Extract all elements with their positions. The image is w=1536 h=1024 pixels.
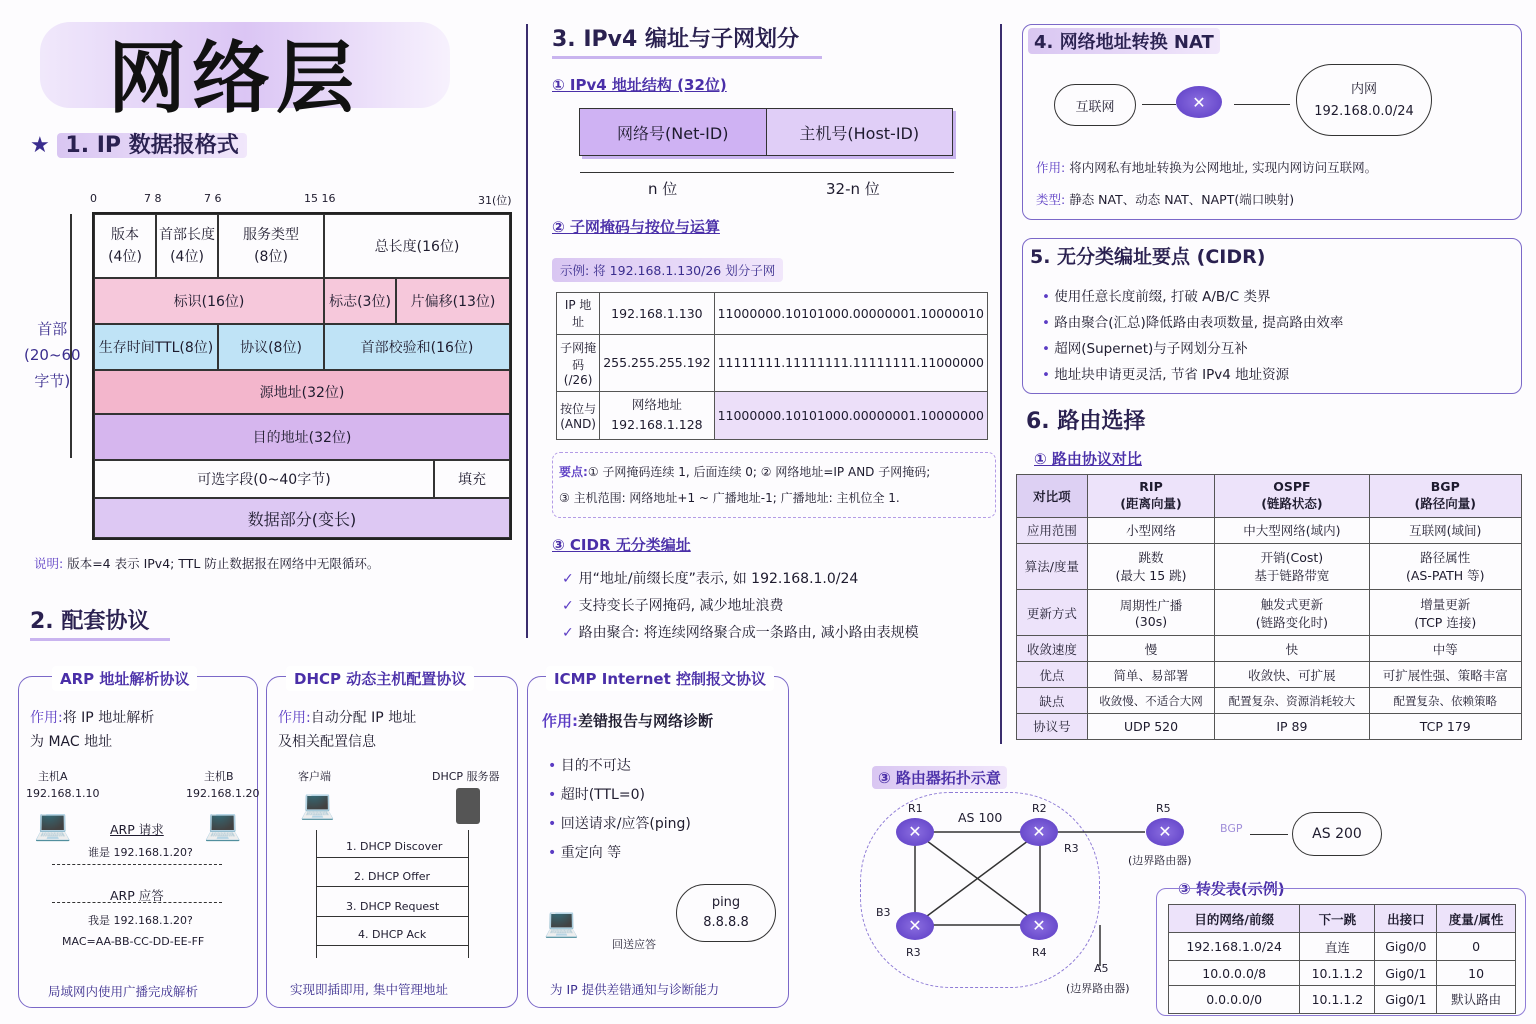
dhcp-client-lifeline — [316, 830, 317, 958]
table-row: 更新方式 周期性广播 (30s) 触发式更新 (链路变化时) 增量更新 (TCP 连接) — [1017, 589, 1522, 635]
divider-left — [526, 24, 528, 638]
table-header-row: 对比项 RIP (距离向量) OSPF (链路状态) BGP (路径向量) — [1017, 475, 1522, 518]
section2-underline — [30, 638, 170, 641]
field-ihl: 首部长度 (4位) — [156, 214, 218, 278]
icmp-laptop-icon: 💻 — [544, 906, 579, 939]
arp-role: 作用:将 IP 地址解析 为 MAC 地址 — [30, 710, 155, 750]
dhcp-step-request: 3. DHCP Request — [346, 900, 440, 913]
arp-host-b: 主机B — [204, 770, 234, 783]
table-row: 10.0.0.0/8 10.1.1.2 Gig0/1 10 — [1169, 961, 1516, 985]
table-row: 算法/度量 跳数 (最大 15 跳) 开销(Cost) 基于链路带宽 路径属性 (AS-PATH 等) — [1017, 543, 1522, 589]
arp-title: ARP 地址解析协议 — [52, 666, 197, 691]
dhcp-step-offer: 2. DHCP Offer — [354, 870, 431, 883]
table-row: 协议号 UDP 520 IP 89 TCP 179 — [1017, 713, 1522, 739]
s6a-title: ① 路由协议对比 — [1034, 450, 1142, 468]
field-options: 可选字段(0~40字节) — [94, 460, 434, 498]
table-row: 192.168.1.0/24 直连 Gig0/0 0 — [1169, 933, 1516, 961]
r5-edge-label: (边界路由器) — [1128, 854, 1192, 867]
dhcp-server-lifeline — [468, 830, 469, 958]
router-icon: ✕ — [1176, 86, 1222, 118]
ping-cloud: ping 8.8.8.8 — [676, 884, 776, 942]
field-fragment-offset: 片偏移(13位) — [396, 278, 510, 324]
section4-title: 4. 网络地址转换 NAT — [1028, 28, 1220, 54]
cidr-list — [562, 566, 919, 647]
bit-span-arrow — [580, 172, 954, 173]
lan-cloud: 内网 192.168.0.0/24 — [1296, 64, 1432, 136]
nat-arrow-1 — [1142, 104, 1176, 105]
arp-reply-answer: 我是 192.168.1.20? — [88, 914, 193, 927]
icmp-title: ICMP Internet 控制报文协议 — [546, 666, 774, 691]
arp-reply-label: ARP 应答 — [110, 888, 164, 903]
section3-title: 3. IPv4 编址与子网划分 — [552, 27, 799, 52]
ip-header-note: 说明: 版本=4 表示 IPv4; TTL 防止数据报在网络中无限循环。 — [34, 556, 380, 571]
header-size-label: 首部 (20~60 字节) — [24, 320, 81, 390]
field-tos: 服务类型 (8位) — [218, 214, 324, 278]
field-data: 数据部分(变长) — [94, 498, 510, 538]
table-row: 收敛速度 慢 快 中等 — [1017, 636, 1522, 662]
divider-right — [1000, 24, 1002, 744]
table-row: 子网掩码(/26) 255.255.255.192 11111111.11111111.11111111.11000000 — [557, 334, 988, 391]
icmp-item: • 回送请求/应答(ping) — [548, 810, 691, 839]
field-destination-address: 目的地址(32位) — [94, 414, 510, 460]
dhcp-role: 作用:自动分配 IP 地址 及相关配置信息 — [278, 710, 417, 750]
subnet-example: 示例: 将 192.168.1.130/26 划分子网 — [552, 258, 783, 282]
dhcp-discover-arrow — [316, 857, 468, 858]
subnet-key-points: 要点:① 子网掩码连续 1, 后面连续 0; ② 网络地址=IP AND 子网掩码; ③ 主机范围: 网络地址+1 ~ 广播地址-1; 广播地址: 主机位全 1. — [552, 452, 996, 518]
as100-label: AS 100 — [958, 810, 1003, 825]
net-id-block: 网络号(Net-ID) — [580, 109, 767, 155]
section1-title: ★ 1. IP 数据报格式 — [30, 128, 247, 159]
dhcp-client-label: 客户端 — [298, 770, 331, 783]
table-header-row: 目的网络/前缀 下一跳 出接口 度量/属性 — [1169, 905, 1516, 933]
router-r2-icon: ✕ — [1020, 818, 1058, 846]
cidr-item: ✓ 支持变长子网掩码, 减少地址浪费 — [562, 593, 919, 620]
nat-arrow-2 — [1234, 104, 1290, 105]
router-r4-icon: ✕ — [1020, 912, 1058, 940]
routing-protocol-table — [1016, 474, 1522, 740]
field-padding: 填充 — [434, 460, 510, 498]
table-row: 0.0.0.0/0 10.1.1.2 Gig0/1 默认路由 — [1169, 985, 1516, 1013]
icmp-reply-label: 回送应答 — [612, 938, 656, 951]
arp-reply-arrow — [52, 902, 222, 903]
icmp-role: 作用:差错报告与网络诊断 — [542, 712, 714, 730]
host-bits-label: 32-n 位 — [826, 180, 880, 198]
cidr-item: ✓ 用“地址/前缀长度”表示, 如 192.168.1.0/24 — [562, 566, 919, 593]
field-source-address: 源地址(32位) — [94, 370, 510, 414]
r4-label: R4 — [1032, 946, 1047, 959]
arp-host-a-ip: 192.168.1.10 — [26, 787, 100, 800]
ip-header-diagram — [92, 212, 512, 540]
dhcp-step-discover: 1. DHCP Discover — [346, 840, 443, 853]
r2-label: R2 — [1032, 802, 1047, 815]
router-r3-icon: ✕ — [896, 912, 934, 940]
field-checksum: 首部校验和(16位) — [324, 324, 510, 370]
dhcp-title: DHCP 动态主机配置协议 — [286, 666, 474, 691]
bgp-label: BGP — [1220, 822, 1243, 835]
internet-cloud: 互联网 — [1054, 84, 1136, 126]
dhcp-request-arrow — [316, 916, 468, 917]
r3-label: R3 — [906, 946, 921, 959]
dhcp-footer: 实现即插即用, 集中管理地址 — [290, 982, 448, 997]
bit-ruler: 0 7 8 7 6 15 16 31(位) — [90, 192, 512, 207]
table-row: IP 地址 192.168.1.130 11000000.10101000.00000001.10000010 — [557, 293, 988, 335]
field-protocol: 协议(8位) — [218, 324, 324, 370]
dhcp-client-icon: 💻 — [300, 788, 335, 821]
a5-edge-label: (边界路由器) — [1066, 982, 1130, 995]
s3c-title: ③ CIDR 无分类编址 — [552, 536, 691, 554]
cidr-point: • 超网(Supernet)与子网划分互补 — [1042, 336, 1343, 362]
arp-request-label: ARP 请求 — [110, 822, 164, 837]
b3-label: B3 — [876, 906, 891, 919]
cidr-item: ✓ 路由聚合: 将连续网络聚合成一条路由, 减小路由表规模 — [562, 620, 919, 647]
topology-title: ③ 路由器拓扑示意 — [872, 766, 1007, 789]
arp-request-arrow — [52, 864, 222, 865]
table-row: 按位与(AND) 网络地址 192.168.1.128 11000000.10101000.00000001.10000000 — [557, 391, 988, 439]
dhcp-server-icon — [456, 788, 480, 824]
forwarding-table-title: ③ 转发表(示例) — [1178, 880, 1285, 898]
host-id-block: 主机号(Host-ID) — [767, 109, 953, 155]
a5-label: A5 — [1094, 962, 1109, 975]
r3-side-label: R3 — [1064, 842, 1079, 855]
cidr-point: • 使用任意长度前缀, 打破 A/B/C 类界 — [1042, 284, 1343, 310]
field-version: 版本 (4位) — [94, 214, 156, 278]
laptop-b-icon: 💻 — [204, 808, 242, 843]
bgp-arrow — [1250, 834, 1288, 835]
laptop-a-icon: 💻 — [34, 808, 72, 843]
dhcp-server-label: DHCP 服务器 — [432, 770, 500, 783]
icmp-footer: 为 IP 提供差错通知与诊断能力 — [550, 982, 720, 997]
r5-label: R5 — [1156, 802, 1171, 815]
nat-types: 类型: 静态 NAT、动态 NAT、NAPT(端口映射) — [1036, 192, 1295, 207]
cidr-point: • 地址块申请更灵活, 节省 IPv4 地址资源 — [1042, 362, 1343, 388]
icmp-item: • 超时(TTL=0) — [548, 781, 691, 810]
icmp-item: • 重定向 等 — [548, 839, 691, 868]
dhcp-offer-arrow — [316, 886, 468, 887]
icmp-list — [548, 752, 691, 868]
s3b-title: ② 子网掩码与按位与运算 — [552, 218, 720, 236]
arp-mac: MAC=AA-BB-CC-DD-EE-FF — [62, 935, 205, 948]
nat-role: 作用: 将内网私有地址转换为公网地址, 实现内网访问互联网。 — [1036, 160, 1378, 175]
ipv4-address-structure — [579, 108, 953, 156]
field-ttl: 生存时间TTL(8位) — [94, 324, 218, 370]
field-flags: 标志(3位) — [324, 278, 396, 324]
router-r1-icon: ✕ — [896, 818, 934, 846]
section2-title: 2. 配套协议 — [30, 609, 150, 634]
field-identification: 标识(16位) — [94, 278, 324, 324]
cidr-points-list — [1042, 284, 1343, 388]
table-row: 缺点 收敛慢、不适合大网 配置复杂、资源消耗较大 配置复杂、依赖策略 — [1017, 688, 1522, 714]
dhcp-ack-arrow — [316, 945, 468, 946]
as200-cloud: AS 200 — [1292, 812, 1382, 856]
dhcp-step-ack: 4. DHCP Ack — [358, 928, 427, 941]
r1-label: R1 — [908, 802, 923, 815]
table-row: 应用范围 小型网络 中大型网络(域内) 互联网(域间) — [1017, 517, 1522, 543]
section3-underline — [552, 56, 822, 59]
field-total-length: 总长度(16位) — [324, 214, 510, 278]
icmp-item: • 目的不可达 — [548, 752, 691, 781]
table-row: 优点 简单、易部署 收敛快、可扩展 可扩展性强、策略丰富 — [1017, 662, 1522, 688]
section6-title: 6. 路由选择 — [1026, 409, 1146, 434]
arp-request-question: 谁是 192.168.1.20? — [88, 846, 193, 859]
subnet-table — [556, 292, 988, 440]
arp-host-b-ip: 192.168.1.20 — [186, 787, 260, 800]
n-bits-label: n 位 — [648, 180, 678, 198]
router-r5-icon: ✕ — [1146, 818, 1184, 846]
main-title: 网络层 — [108, 34, 361, 124]
s3a-title: ① IPv4 地址结构 (32位) — [552, 76, 727, 94]
forwarding-table — [1168, 904, 1516, 1014]
star-icon: ★ — [30, 133, 50, 158]
arp-host-a: 主机A — [38, 770, 68, 783]
section5-title: 5. 无分类编址要点 (CIDR) — [1030, 246, 1266, 268]
arp-footer: 局域网内使用广播完成解析 — [48, 984, 199, 999]
cidr-point: • 路由聚合(汇总)降低路由表项数量, 提高路由效率 — [1042, 310, 1343, 336]
